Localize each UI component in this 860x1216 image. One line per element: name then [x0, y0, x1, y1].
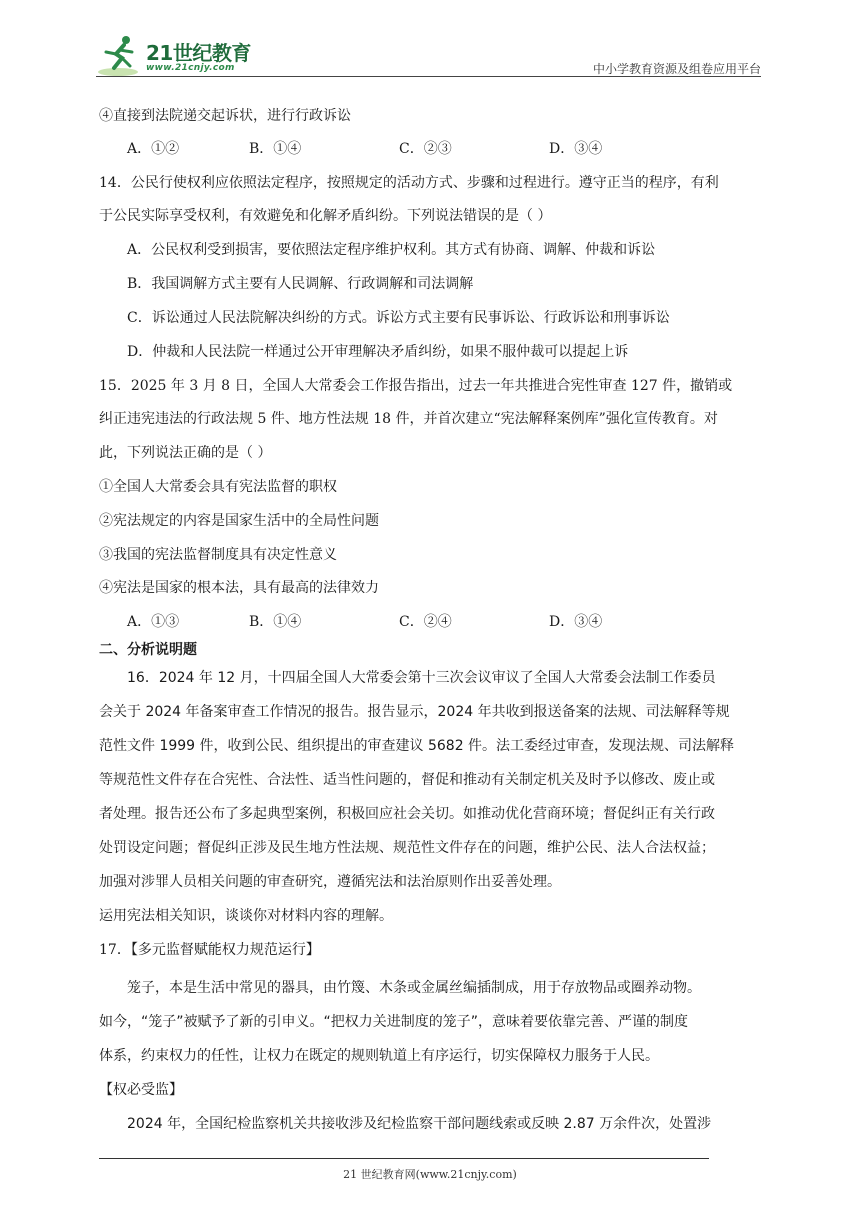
q13-option-a: A．①② — [127, 141, 180, 157]
q14-stem-line2: 于公民实际享受权利，有效避免和化解矛盾纠纷。下列说法错误的是（ ） — [99, 208, 552, 224]
page-header — [96, 30, 761, 80]
logo-url: www.21cnjy.com — [146, 63, 235, 73]
footer-text: 21 世纪教育网(www.21cnjy.com) — [343, 1168, 517, 1181]
q14-option-a: A．公民权利受到损害，要依照法定程序维护权利。其方式有协商、调解、仲裁和诉讼 — [127, 242, 656, 258]
q14-stem-line1: 14．公民行使权利应依照法定程序，按照规定的活动方式、步骤和过程进行。遵守正当的程序，有利 — [99, 175, 719, 191]
q16-line-4: 等规范性文件存在合宪性、合法性、适当性问题的，督促和推动有关制定机关及时予以修改、废止或 — [99, 772, 715, 788]
q16-line-3: 范性文件 1999 件，收到公民、组织提出的审查建议 5682 件。法工委经过审查，发现法规、司法解释 — [99, 738, 735, 754]
q15-option-a: A．①③ — [127, 614, 180, 630]
q13-option-d: D．③④ — [549, 141, 603, 157]
q15-stem-line3: 此，下列说法正确的是（ ） — [99, 445, 272, 461]
q17-title: 17．【多元监督赋能权力规范运行】 — [99, 942, 320, 958]
header-divider — [96, 76, 761, 77]
q16-line-1: 16．2024 年 12 月，十四届全国人大常委会第十三次会议审议了全国人大常委会法制工作委员 — [127, 670, 716, 686]
q16-line-5: 者处理。报告还公布了多起典型案例，积极回应社会关切。如推动优化营商环境；督促纠正有关行政 — [99, 806, 715, 822]
q15-item-4: ④宪法是国家的根本法，具有最高的法律效力 — [99, 580, 379, 596]
platform-name: 中小学教育资源及组卷应用平台 — [592, 62, 761, 76]
footer-divider — [99, 1158, 709, 1159]
q15-option-b: B．①④ — [249, 614, 302, 630]
section-title: 二、分析说明题 — [99, 642, 197, 658]
q15-item-2: ②宪法规定的内容是国家生活中的全局性问题 — [99, 513, 379, 529]
q16-line-6: 处罚设定问题；督促纠正涉及民生地方性法规、规范性文件存在的问题，维护公民、法人合法权益； — [99, 840, 715, 856]
q17-para-line-3: 体系，约束权力的任性，让权力在既定的规则轨道上有序运行，切实保障权力服务于人民。 — [99, 1048, 659, 1064]
logo-text: 21世纪教育 — [146, 41, 251, 65]
q15-item-1: ①全国人大常委会具有宪法监督的职权 — [99, 479, 337, 495]
runner-logo-icon — [96, 34, 144, 78]
q13-item-4: ④直接到法院递交起诉状，进行行政诉讼 — [99, 108, 351, 124]
q14-option-b: B．我国调解方式主要有人民调解、行政调解和司法调解 — [127, 276, 474, 292]
q15-option-c: C．②④ — [399, 614, 452, 630]
q14-option-d: D．仲裁和人民法院一样通过公开审理解决矛盾纠纷，如果不服仲裁可以提起上诉 — [127, 344, 629, 360]
q14-option-c: C．诉讼通过人民法院解决纠纷的方式。诉讼方式主要有民事诉讼、行政诉讼和刑事诉讼 — [127, 310, 670, 326]
q17-para-line-1: 笼子，本是生活中常见的器具，由竹篾、木条或金属丝编插制成，用于存放物品或圈养动物。 — [127, 980, 701, 996]
q16-question: 运用宪法相关知识，谈谈你对材料内容的理解。 — [99, 908, 393, 924]
q15-item-3: ③我国的宪法监督制度具有决定性意义 — [99, 547, 337, 563]
q15-stem-line2: 纠正违宪违法的行政法规 5 件、地方性法规 18 件，并首次建立“宪法解释案例库”强化宣传教育。对 — [99, 411, 718, 427]
q17-last-line: 2024 年，全国纪检监察机关共接收涉及纪检监察干部问题线索或反映 2.87 万余件次，处置涉 — [127, 1116, 712, 1132]
q15-stem-line1: 15．2025 年 3 月 8 日，全国人大常委会工作报告指出，过去一年共推进合宪性审查 127 件，撤销或 — [99, 378, 733, 394]
logo — [96, 34, 266, 78]
q17-para-line-2: 如今，“笼子”被赋予了新的引申义。“把权力关进制度的笼子”，意味着要依靠完善、严谨的制度 — [99, 1014, 689, 1030]
q16-line-7: 加强对涉罪人员相关问题的审查研究，遵循宪法和法治原则作出妥善处理。 — [99, 874, 561, 890]
q13-option-c: C．②③ — [399, 141, 452, 157]
q15-option-d: D．③④ — [549, 614, 603, 630]
q13-option-b: B．①④ — [249, 141, 302, 157]
q17-subtitle: 【权必受监】 — [99, 1082, 183, 1098]
q16-line-2: 会关于 2024 年备案审查工作情况的报告。报告显示，2024 年共收到报送备案的法规、司法解释等规 — [99, 704, 730, 720]
